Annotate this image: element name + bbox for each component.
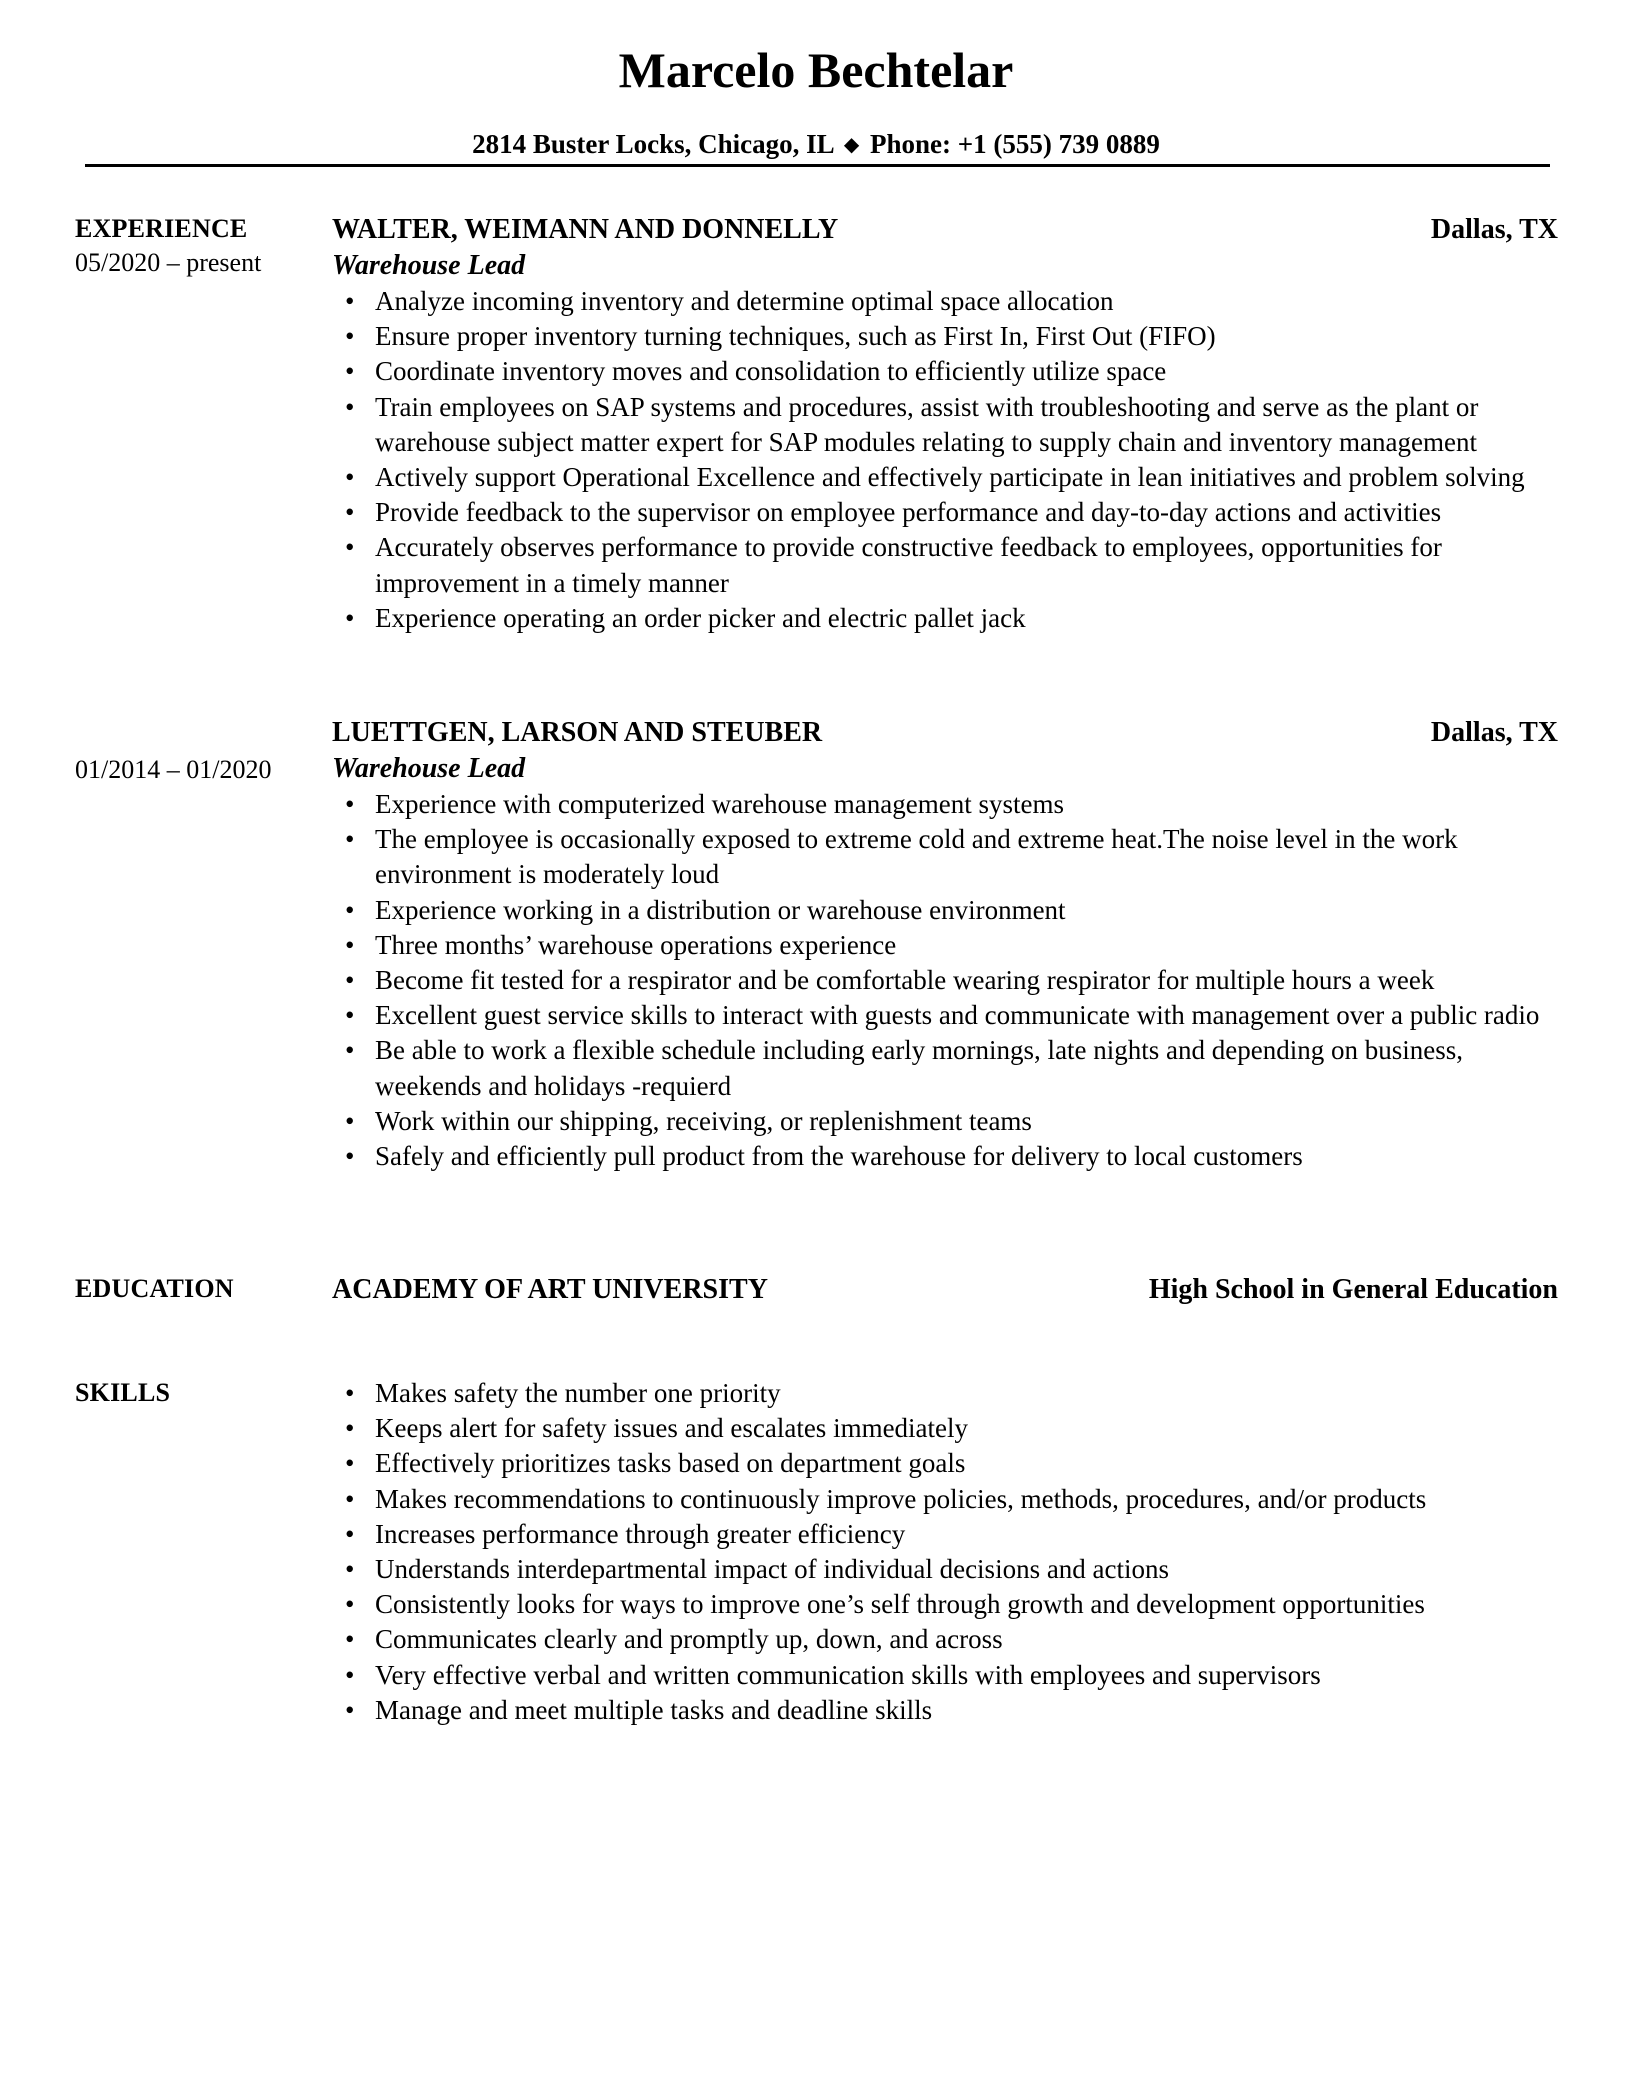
list-item: • Work within our shipping, receiving, or replenishment teams [332,1104,1552,1139]
list-item: • Increases performance through greater efficiency [332,1517,1552,1552]
list-item: • Safely and efficiently pull product from the warehouse for delivery to local customers [332,1139,1552,1174]
job-company: LUETTGEN, LARSON AND STEUBER [332,717,823,748]
job-title: Warehouse Lead [332,250,526,281]
list-item: • Experience working in a distribution or warehouse environment [332,893,1552,928]
education-label: EDUCATION [75,1274,234,1303]
list-item: • Three months’ warehouse operations experience [332,928,1552,963]
list-item: • Consistently looks for ways to improve one’s self through growth and development opportunities [332,1587,1552,1622]
list-item: • Ensure proper inventory turning techniques, such as First In, First Out (FIFO) [332,319,1552,354]
diamond-separator-icon: ◆ [843,134,860,156]
list-item: • Train employees on SAP systems and procedures, assist with troubleshooting and serve as the plant or warehouse subject matter expert for SAP modules relating to supply chain and inventory management [332,390,1552,460]
list-item: • Coordinate inventory moves and consolidation to efficiently utilize space [332,354,1552,389]
list-item: • The employee is occasionally exposed to extreme cold and extreme heat.The noise level in the work environment is moderately loud [332,822,1552,892]
list-item: • Provide feedback to the supervisor on employee performance and day-to-day actions and activities [332,495,1552,530]
list-item: • Effectively prioritizes tasks based on department goals [332,1446,1552,1481]
list-item: • Be able to work a flexible schedule including early mornings, late nights and depending on business, weekends and holidays -requierd [332,1033,1552,1103]
list-item: • Experience with computerized warehouse management systems [332,787,1552,822]
list-item: • Become fit tested for a respirator and be comfortable wearing respirator for multiple hours a week [332,963,1552,998]
education-school: ACADEMY OF ART UNIVERSITY [332,1274,768,1305]
skills-label: SKILLS [75,1378,171,1407]
list-item: • Actively support Operational Excellence and effectively participate in lean initiatives and problem solving [332,460,1552,495]
list-item: • Communicates clearly and promptly up, down, and across [332,1622,1552,1657]
list-item: • Understands interdepartmental impact of individual decisions and actions [332,1552,1552,1587]
list-item: • Very effective verbal and written communication skills with employees and supervisors [332,1658,1552,1693]
list-item: • Keeps alert for safety issues and escalates immediately [332,1411,1552,1446]
list-item: • Experience operating an order picker and electric pallet jack [332,601,1552,636]
job-company: WALTER, WEIMANN AND DONNELLY [332,214,839,245]
list-item: • Analyze incoming inventory and determine optimal space allocation [332,284,1552,319]
contact-address: 2814 Buster Locks, Chicago, IL [472,129,834,159]
contact-line [0,124,1632,165]
contact-phone: Phone: +1 (555) 739 0889 [870,129,1160,159]
list-item: • Excellent guest service skills to interact with guests and communicate with management over a public radio [332,998,1552,1033]
education-degree: High School in General Education [1148,1274,1558,1305]
header-divider [85,164,1550,167]
list-item: • Makes recommendations to continuously improve policies, methods, procedures, and/or products [332,1482,1552,1517]
candidate-name: Marcelo Bechtelar [618,42,1014,98]
job-location: Dallas, TX [1430,717,1558,748]
list-item: • Manage and meet multiple tasks and deadline skills [332,1693,1552,1728]
experience-label: EXPERIENCE [75,214,248,243]
job-title: Warehouse Lead [332,753,526,784]
job-location: Dallas, TX [1430,214,1558,245]
job-bullets [332,284,1552,636]
list-item: • Makes safety the number one priority [332,1376,1552,1411]
skills-list [332,1376,1552,1728]
list-item: • Accurately observes performance to provide constructive feedback to employees, opportunities for improvement in a timely manner [332,530,1552,600]
job-dates: 05/2020 – present [75,248,262,277]
job-bullets [332,787,1552,1174]
job-dates: 01/2014 – 01/2020 [75,755,272,784]
